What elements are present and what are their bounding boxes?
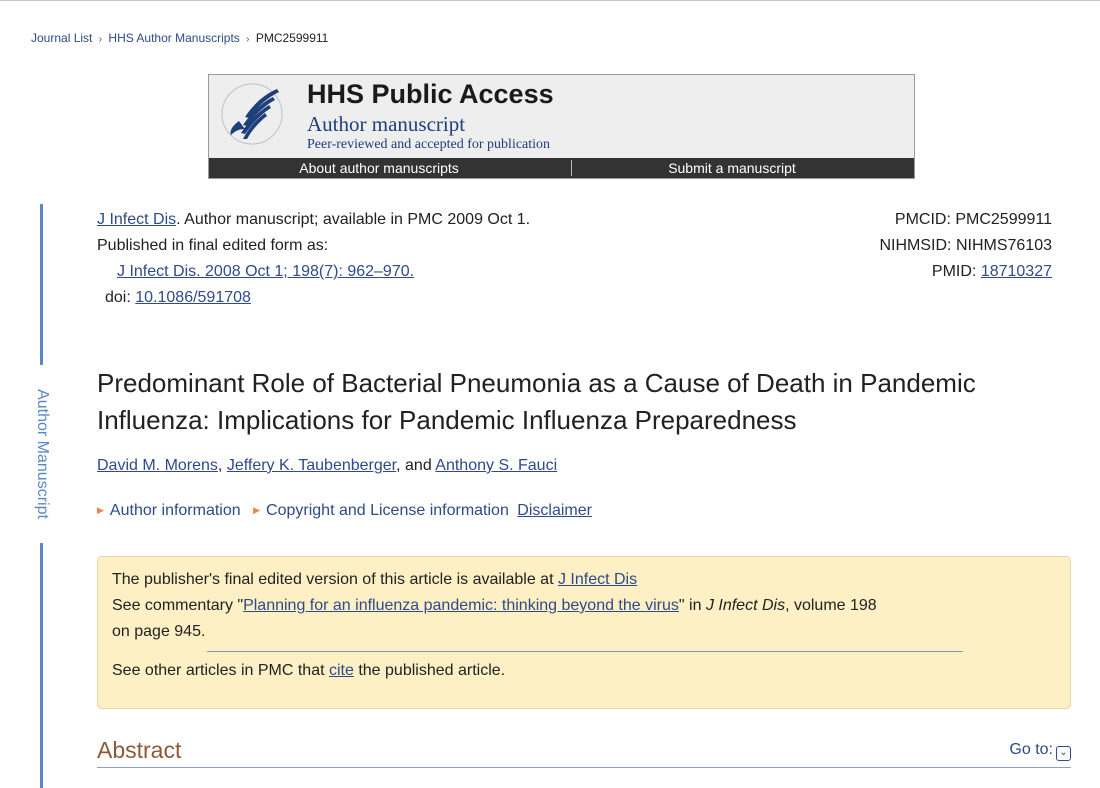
commentary-link[interactable]: Planning for an influenza pandemic: thinking beyond the virus [243, 597, 679, 614]
copyright-license-toggle[interactable]: Copyright and License information [266, 502, 509, 519]
banner-nav-bar [209, 158, 914, 178]
notice-line1-text: The publisher's final edited version of this article is available at [112, 571, 558, 588]
notice-line4-prefix: See other articles in PMC that [112, 662, 329, 679]
breadcrumb-journal-list[interactable]: Journal List [31, 31, 93, 45]
hhs-public-access-banner [208, 74, 915, 179]
abstract-section-header [97, 737, 1071, 768]
publisher-notice [97, 556, 1071, 709]
publisher-journal-link[interactable]: J Infect Dis [557, 571, 638, 588]
breadcrumb-separator: › [98, 34, 103, 45]
about-author-manuscripts-link[interactable]: About author manuscripts [299, 160, 459, 176]
pmid-label: PMID: [931, 263, 981, 280]
author-separator: , and [396, 457, 436, 474]
author-separator: , [217, 457, 227, 474]
breadcrumb [31, 31, 328, 45]
availability-text: . Author manuscript; available in PMC 2009 Oct 1. [176, 211, 531, 228]
author-list [97, 457, 557, 475]
author-link-fauci[interactable]: Anthony S. Fauci [435, 457, 558, 474]
journal-link[interactable]: J Infect Dis [97, 211, 177, 228]
author-link-morens[interactable]: David M. Morens [97, 457, 218, 474]
nihmsid: NIHMSID: NIHMS76103 [879, 237, 1052, 254]
hhs-eagle-icon [219, 81, 289, 147]
citation-line [97, 207, 530, 233]
doi-label: doi: [105, 289, 136, 306]
top-divider [0, 0, 1100, 1]
citation-block [97, 207, 530, 311]
pmid-line [880, 259, 1053, 285]
disclaimer-link[interactable]: Disclaimer [517, 502, 592, 519]
published-as-text: Published in final edited form as: [97, 237, 329, 254]
banner-tagline: Peer-reviewed and accepted for publication [307, 137, 551, 152]
article-title: Predominant Role of Bacterial Pneumonia as a Cause of Death in Pandemic Influenza: Implications for Pandemic Influenza Preparedness [97, 368, 976, 435]
sidebar-label: Author Manuscript [34, 389, 51, 519]
cite-link[interactable]: cite [328, 662, 354, 679]
notice-line-1 [112, 567, 1070, 593]
goto-label: Go to: [1009, 741, 1053, 758]
notice-line2-prefix: See commentary " [112, 597, 244, 614]
doi-link[interactable]: 10.1086/591708 [135, 289, 251, 306]
info-links [97, 502, 592, 520]
pmid-link[interactable]: 18710327 [980, 263, 1052, 280]
triangle-right-icon: ▶ [97, 505, 104, 515]
goto-menu[interactable] [1009, 741, 1071, 761]
author-manuscript-sidebar [30, 365, 54, 543]
banner-subtitle: Author manuscript [307, 112, 466, 136]
notice-journal-name: J Infect Dis [705, 597, 786, 614]
author-information-toggle[interactable]: Author information [109, 502, 241, 519]
notice-line-4 [112, 658, 1070, 684]
chevron-down-icon[interactable]: ⌄ [1056, 746, 1071, 761]
triangle-right-icon: ▶ [253, 505, 261, 515]
notice-line-3: on page 945. [112, 623, 206, 640]
doi-line [97, 285, 530, 311]
notice-line4-suffix: the published article. [353, 662, 506, 679]
breadcrumb-current: PMC2599911 [255, 31, 329, 45]
notice-line2-mid: " in [678, 597, 706, 614]
breadcrumb-separator: › [246, 34, 250, 45]
notice-divider [207, 651, 963, 652]
author-link-taubenberger[interactable]: Jeffery K. Taubenberger [226, 457, 397, 474]
notice-line2-suffix: , volume 198 [785, 597, 877, 614]
abstract-heading: Abstract [97, 737, 182, 763]
final-ref-line [97, 259, 530, 285]
banner-title: HHS Public Access [307, 79, 554, 109]
pmcid: PMCID: PMC2599911 [894, 211, 1052, 228]
article-ids [880, 207, 1053, 285]
notice-line-2 [112, 593, 1070, 619]
final-ref-link[interactable]: J Infect Dis. 2008 Oct 1; 198(7): 962–970. [117, 263, 415, 280]
breadcrumb-hhs-author-manuscripts[interactable]: HHS Author Manuscripts [108, 31, 240, 45]
submit-manuscript-link[interactable]: Submit a manuscript [668, 160, 796, 176]
